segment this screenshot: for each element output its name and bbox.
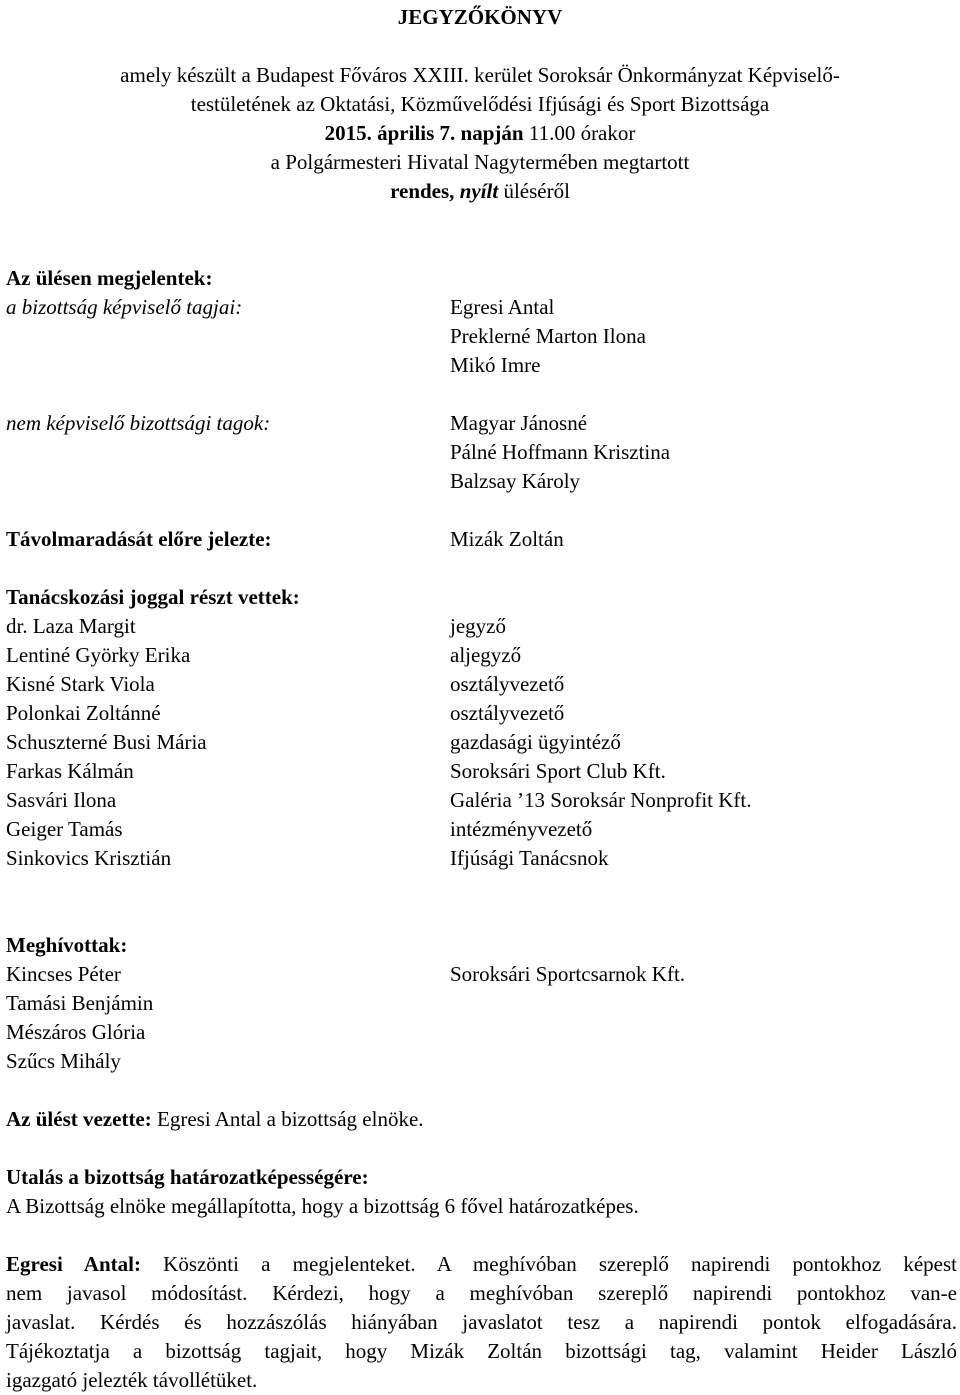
header-line-2: testületének az Oktatási, Közművelődési Ifjúsági és Sport Bizottsága — [190, 92, 770, 116]
advisory-role: aljegyző — [450, 643, 522, 667]
advisory-name: Farkas Kálmán — [6, 759, 134, 783]
non-members-label: nem képviselő bizottsági tagok: — [6, 411, 271, 435]
advisory-name: Sasvári Ilona — [6, 788, 117, 812]
invited-name: Tamási Benjámin — [6, 991, 154, 1015]
advisory-name: Sinkovics Krisztián — [6, 846, 172, 870]
speech-line: Tájékoztatja a bizottság tagjait, hogy Mizák Zoltán bizottsági tag, valamint Heider László — [6, 1339, 957, 1363]
non-member-name: Magyar Jánosné — [450, 411, 588, 435]
speech-line: javaslat. Kérdés és hozzászólás hiányában javaslatot tesz a napirendi pontok elfogadására. — [6, 1310, 957, 1334]
invited-heading: Meghívottak: — [6, 933, 128, 957]
non-member-name: Balzsay Károly — [450, 469, 581, 493]
speech-line: nem javasol módosítást. Kérdezi, hogy a meghívóban szereplő napirendi pontokhoz van-e — [6, 1281, 957, 1305]
invited-org: Soroksári Sportcsarnok Kft. — [450, 962, 686, 986]
advisory-role: osztályvezető — [450, 672, 565, 696]
header-line-1: amely készült a Budapest Főváros XXIII. kerület Soroksár Önkormányzat Képviselő- — [120, 63, 840, 87]
chair-line — [6, 1105, 424, 1134]
quorum-text: A Bizottság elnöke megállapította, hogy a bizottság 6 fővel határozatképes. — [6, 1194, 639, 1218]
advisory-role: intézményvezető — [450, 817, 593, 841]
advisory-name: Schuszterné Busi Mária — [6, 730, 207, 754]
advisory-role: Soroksári Sport Club Kft. — [450, 759, 666, 783]
advisory-role: gazdasági ügyintéző — [450, 730, 621, 754]
advisory-name: dr. Laza Margit — [6, 614, 136, 638]
member-name: Preklerné Marton Ilona — [450, 324, 646, 348]
invited-name: Kincses Péter — [6, 962, 121, 986]
advisory-role: Ifjúsági Tanácsnok — [450, 846, 609, 870]
advisory-name: Geiger Tamás — [6, 817, 123, 841]
document-title: JEGYZŐKÖNYV — [397, 5, 563, 29]
session-type-bold: rendes, — [390, 179, 460, 203]
session-date: 2015. április 7. napján — [324, 121, 524, 145]
member-name: Egresi Antal — [450, 295, 555, 319]
advisory-role: Galéria ’13 Soroksár Nonprofit Kft. — [450, 788, 752, 812]
non-member-name: Pálné Hoffmann Krisztina — [450, 440, 671, 464]
invited-name: Mészáros Glória — [6, 1020, 146, 1044]
header-session-type — [0, 177, 960, 206]
advisory-heading: Tanácskozási joggal részt vettek: — [6, 585, 300, 609]
member-name: Mikó Imre — [450, 353, 541, 377]
speech-last-line: igazgató jelezték távollétüket. — [6, 1368, 258, 1392]
session-time: 11.00 órakor — [523, 121, 636, 145]
invited-name: Szűcs Mihály — [6, 1049, 121, 1073]
chair-text: Egresi Antal a bizottság elnöke. — [151, 1107, 424, 1131]
session-type-italic: nyílt — [459, 179, 499, 203]
absent-label: Távolmaradását előre jelezte: — [6, 527, 272, 551]
header-date-line — [0, 119, 960, 148]
chair-label: Az ülést vezette: — [6, 1107, 152, 1131]
advisory-name: Polonkai Zoltánné — [6, 701, 161, 725]
members-label: a bizottság képviselő tagjai: — [6, 295, 243, 319]
speech-line — [6, 1250, 957, 1279]
advisory-name: Kisné Stark Viola — [6, 672, 155, 696]
session-type-rest: üléséről — [498, 179, 570, 203]
quorum-heading: Utalás a bizottság határozatképességére: — [6, 1165, 369, 1189]
attendance-heading: Az ülésen megjelentek: — [6, 266, 213, 290]
advisory-name: Lentiné Györky Erika — [6, 643, 191, 667]
speech-first-line: Köszönti a megjelenteket. A meghívóban szereplő napirendi pontokhoz képest — [140, 1252, 957, 1276]
speaker-name: Egresi Antal: — [6, 1252, 141, 1276]
header-place: a Polgármesteri Hivatal Nagytermében megtartott — [270, 150, 690, 174]
advisory-role: osztályvezető — [450, 701, 565, 725]
absent-name: Mizák Zoltán — [450, 527, 564, 551]
advisory-role: jegyző — [450, 614, 506, 638]
